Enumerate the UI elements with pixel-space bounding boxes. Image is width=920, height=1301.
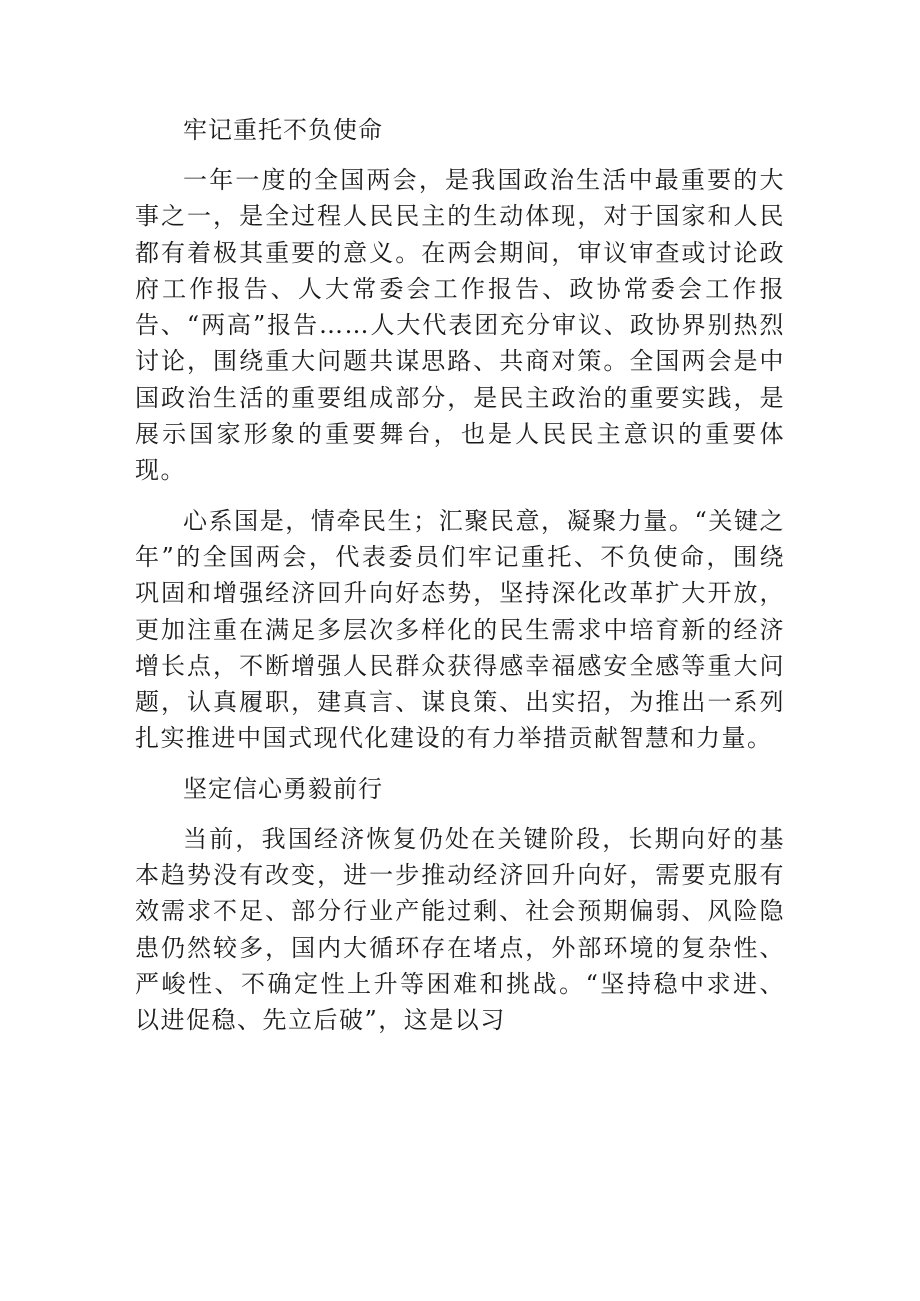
section-heading-1: 牢记重托不负使命 (183, 116, 383, 144)
paragraph-1: 一年一度的全国两会，是我国政治生活中最重要的大事之一，是全过程人民民主的生动体现，对于国家和人民都有着极其重要的意义。在两会期间，审议审查或讨论政府工作报告、人大常委会工作报告、政协常委会工作报告、“两高”报告……人大代表团充分审议、政协界别热烈讨论，围绕重大问题共谋思路、共商对策。全国两会是中国政治生活的重要组成部分，是民主政治的重要实践，是展示国家形象的重要舞台，也是人民民主意识的重要体现。 (135, 166, 785, 485)
section-heading-2: 坚定信心勇毅前行 (183, 774, 383, 803)
document-page (135, 112, 785, 1053)
paragraph-2: 心系国是，情牵民生；汇聚民意，凝聚力量。“关键之年”的全国两会，代表委员们牢记重托、不负使命，围绕巩固和增强经济回升向好态势，坚持深化改革扩大开放，更加注重在满足多层次多样化的民生需求中培育新的经济增长点，不断增强人民群众获得感幸福感安全感等重大问题，认真履职，建真言、谋良策、出实招，为推出一系列扎实推进中国式现代化建设的有力举措贡献智慧和力量。 (135, 506, 785, 753)
paragraph-3: 当前，我国经济恢复仍处在关键阶段，长期向好的基本趋势没有改变，进一步推动经济回升向好，需要克服有效需求不足、部分行业产能过剩、社会预期偏弱、风险隐患仍然较多，国内大循环存在堵点，外部环境的复杂性、严峻性、不确定性上升等困难和挑战。“坚持稳中求进、以进促稳、先立后破”，这是以习 (135, 824, 785, 1035)
